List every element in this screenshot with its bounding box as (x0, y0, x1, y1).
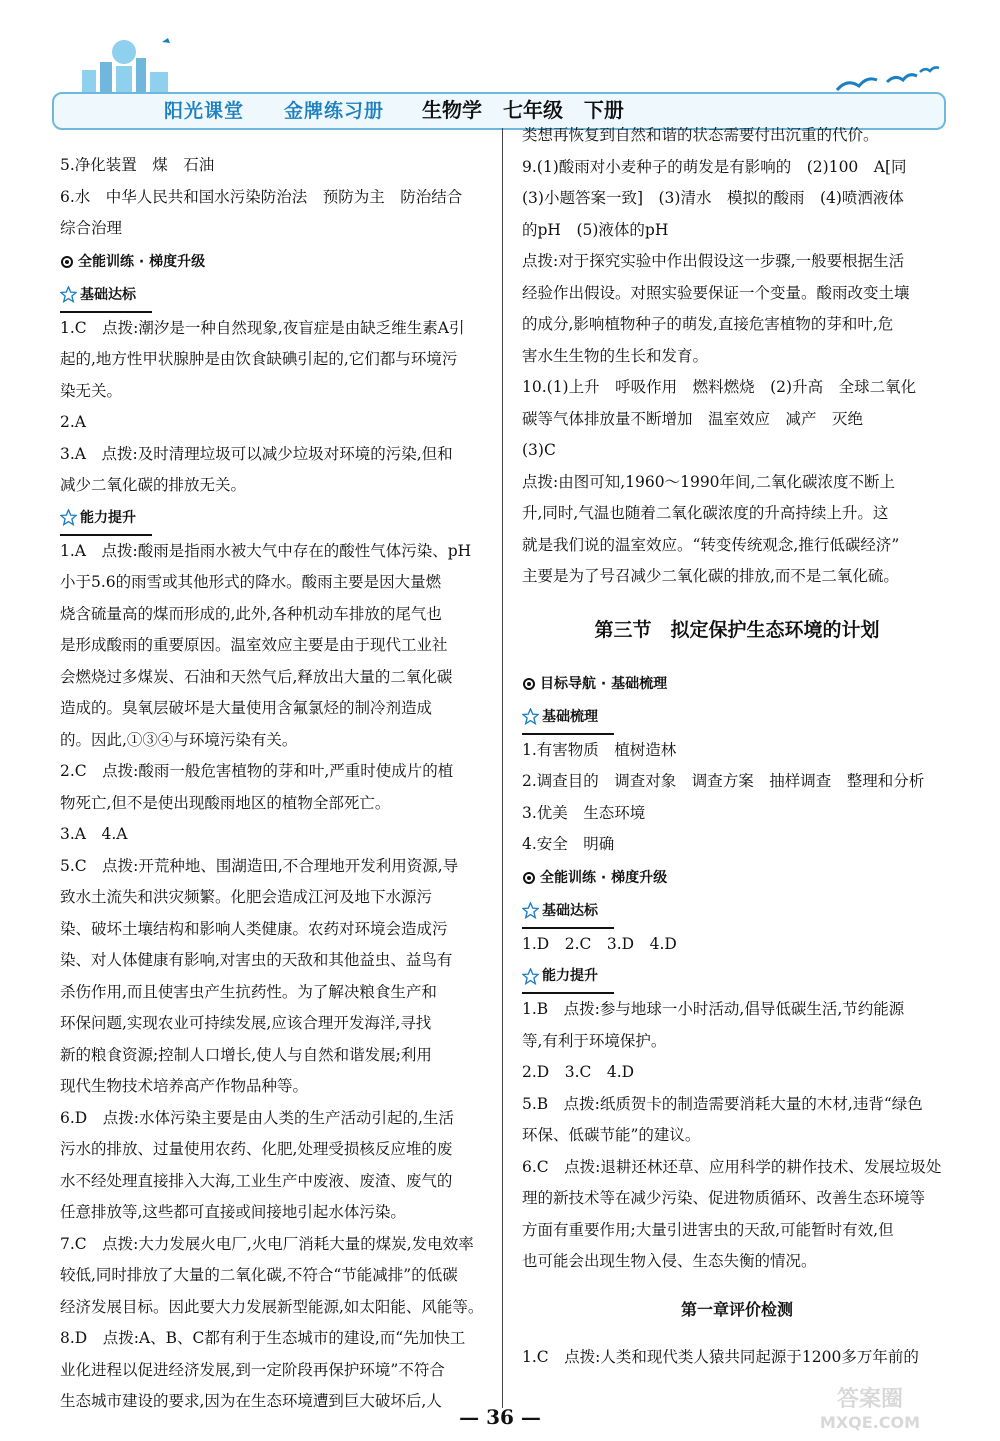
svg-text:MXQE.COM: MXQE.COM (819, 1413, 921, 1432)
answer-line: 的pH (5)液体的pH (522, 220, 669, 239)
answer-line: 烧含硫量高的煤而形成的,此外,各种机动车排放的尾气也 (60, 604, 442, 623)
gear-icon (522, 871, 536, 885)
answer-line: 点拨:由图可知,1960～1990年间,二氧化碳浓度不断上 (522, 472, 895, 491)
chapter-title: 第三节 拟定保护生态环境的计划 (594, 618, 880, 641)
answer-line: 染无关。 (60, 381, 123, 400)
answer-line: 5.B 点拨:纸质贺卡的制造需要消耗大量的木材,违背“绿色 (522, 1094, 923, 1113)
answer-line: 1.A 点拨:酸雨是指雨水被大气中存在的酸性气体污染、pH (60, 541, 472, 560)
answer-line: 现代生物技术培养高产作物品种等。 (60, 1077, 309, 1095)
answer-line: 经济发展目标。因此要大力发展新型能源,如太阳能、风能等。 (60, 1297, 484, 1316)
answer-line: 2.A (60, 413, 86, 431)
answer-line: 经验作出假设。对照实验要保证一个变量。酸雨改变土壤 (522, 283, 910, 302)
gear-icon (60, 255, 74, 269)
city-skyline-icon (62, 30, 192, 100)
answer-line: 1.有害物质 植树造林 (522, 740, 677, 759)
answer-line: 水不经处理直接排入大海,工业生产中废液、废渣、废气的 (60, 1171, 453, 1190)
column-divider (502, 128, 503, 1408)
answer-line: 1.C 点拨:人类和现代类人猿共同起源于1200多万年前的 (522, 1347, 919, 1366)
answer-line: (3)小题答案一致] (3)清水 模拟的酸雨 (4)喷洒液体 (522, 189, 904, 207)
answer-line: 方面有重要作用;大量引进害虫的天敌,可能暂时有效,但 (522, 1220, 894, 1239)
left-column (60, 150, 490, 1418)
answer-line: 理的新技术等在减少污染、促进物质循环、改善生态环境等 (522, 1189, 926, 1207)
subject-title: 生物学 七年级 下册 (422, 98, 624, 122)
answer-line: 1.D 2.C 3.D 4.D (522, 934, 677, 953)
answer-line: 业化进程以促进经济发展,到一定阶段再保护环境”不符合 (60, 1360, 445, 1379)
answer-line: 点拨:对于探究实验中作出假设这一步骤,一般要根据生活 (522, 252, 905, 270)
answer-line: 5.净化装置 煤 石油 (60, 156, 215, 174)
subsection-heading: 基础梳理 (522, 701, 952, 735)
brand-name: 阳光课堂 (164, 100, 245, 122)
answer-line: 环保、低碳节能”的建议。 (522, 1126, 701, 1144)
section-heading: 全能训练 · 梯度升级 (522, 861, 952, 895)
answer-line: 1.B 点拨:参与地球一小时活动,倡导低碳生活,节约能源 (522, 1000, 905, 1018)
gear-icon (522, 677, 536, 691)
answer-line: 碳等气体排放量不断增加 温室效应 减产 灭绝 (522, 409, 864, 428)
answer-line: 起的,地方性甲状腺肿是由饮食缺碘引起的,它们都与环境污 (60, 350, 458, 368)
watermark-logo (775, 1382, 965, 1434)
answer-line: 染、对人体健康有影响,对害虫的天敌和其他益虫、益鸟有 (60, 951, 453, 969)
star-icon (60, 286, 77, 303)
answer-line: 1.C 点拨:潮汐是一种自然现象,夜盲症是由缺乏维生素A引 (60, 318, 465, 337)
brand-series: 金牌练习册 (284, 100, 385, 122)
answer-line: 减少二氧化碳的排放无关。 (60, 476, 247, 494)
answer-line: 污水的排放、过量使用农药、化肥,处理受损核反应堆的废 (60, 1140, 453, 1158)
answer-line: 升,同时,气温也随着二氧化碳浓度的升高持续上升。这 (522, 504, 889, 522)
answer-line: 3.优美 生态环境 (522, 803, 646, 822)
star-icon (522, 708, 539, 725)
subsection-heading: 基础达标 (60, 279, 490, 313)
answer-line: 6.水 中华人民共和国水污染防治法 预防为主 防治结合 (60, 187, 463, 206)
star-icon (60, 509, 77, 526)
answer-line: 7.C 点拨:大力发展火电厂,火电厂消耗大量的煤炭,发电效率 (60, 1234, 474, 1253)
answer-line: 造成的。臭氧层破坏是大量使用含氟氯烃的制冷剂造成 (60, 699, 433, 717)
birds-icon (832, 60, 942, 100)
answer-line: 较低,同时排放了大量的二氧化碳,不符合“节能减排”的低碳 (60, 1266, 458, 1284)
subsection-heading: 能力提升 (60, 502, 490, 536)
answer-line: 5.C 点拨:开荒种地、围湖造田,不合理地开发利用资源,导 (60, 856, 459, 875)
answer-line: 4.安全 明确 (522, 835, 615, 853)
answer-line: 2.调查目的 调查对象 调查方案 抽样调查 整理和分析 (522, 772, 925, 790)
answer-line: 致水土流失和洪灾频繁。化肥会造成江河及地下水源污 (60, 888, 433, 906)
answer-line: 综合治理 (60, 219, 123, 237)
answer-line: 10.(1)上升 呼吸作用 燃料燃烧 (2)升高 全球二氧化 (522, 378, 917, 396)
page-number: — 36 — (459, 1405, 541, 1429)
answer-line: 9.(1)酸雨对小麦种子的萌发是有影响的 (2)100 A[同 (522, 157, 907, 176)
answer-line: 主要是为了号召减少二氧化碳的排放,而不是二氧化硫。 (522, 567, 899, 585)
answer-line: 害水生生物的生长和发育。 (522, 346, 709, 365)
answer-line: 2.C 点拨:酸雨一般危害植物的芽和叶,严重时使成片的植 (60, 762, 454, 780)
page-header (52, 30, 942, 120)
section-heading: 目标导航 · 基础梳理 (522, 667, 952, 701)
answer-line: 染、破坏土壤结构和影响人类健康。农药对环境会造成污 (60, 919, 448, 938)
answer-line: 物死亡,但不是使出现酸雨地区的植物全部死亡。 (60, 793, 391, 812)
answer-line: 也可能会出现生物入侵、生态失衡的情况。 (522, 1252, 817, 1270)
answer-line: (3)C (522, 441, 556, 459)
answer-line: 的成分,影响植物种子的萌发,直接危害植物的芽和叶,危 (522, 315, 894, 333)
answer-line: 2.D 3.C 4.D (522, 1063, 635, 1081)
answer-line: 环保问题,实现农业可持续发展,应该合理开发海洋,寻找 (60, 1014, 432, 1032)
answer-line: 6.D 点拨:水体污染主要是由人类的生产活动引起的,生活 (60, 1108, 454, 1127)
answer-line: 任意排放等,这些都可直接或间接地引起水体污染。 (60, 1203, 406, 1221)
answer-line: 3.A 点拨:及时清理垃圾可以减少垃圾对环境的污染,但和 (60, 444, 453, 463)
subsection-heading: 能力提升 (522, 960, 952, 994)
answer-line: 杀伤作用,而且使害虫产生抗药性。为了解决粮食生产和 (60, 982, 437, 1001)
answer-line: 等,有利于环境保护。 (522, 1031, 667, 1050)
answer-line: 新的粮食资源;控制人口增长,使人与自然和谐发展;利用 (60, 1045, 432, 1064)
section-heading: 全能训练 · 梯度升级 (60, 245, 490, 279)
answer-line: 的。因此,①③④与环境污染有关。 (60, 730, 298, 749)
star-icon (522, 968, 539, 985)
answer-line: 是形成酸雨的重要原因。温室效应主要是由于现代工业社 (60, 636, 448, 654)
answer-line: 3.A 4.A (60, 825, 128, 843)
answer-line: 类想再恢复到自然和谐的状态需要付出沉重的代价。 (522, 126, 879, 144)
answer-line: 6.C 点拨:退耕还林还草、应用科学的耕作技术、发展垃圾处 (522, 1157, 942, 1176)
answer-line: 小于5.6的雨雪或其他形式的降水。酸雨主要是因大量燃 (60, 573, 442, 591)
answer-line: 就是我们说的温室效应。“转变传统观念,推行低碳经济” (522, 535, 900, 554)
answer-line: 生态城市建设的要求,因为在生态环境遭到巨大破坏后,人 (60, 1392, 442, 1410)
star-icon (522, 902, 539, 919)
answer-line: 8.D 点拨:A、B、C都有利于生态城市的建设,而“先加快工 (60, 1329, 466, 1347)
subsection-heading: 基础达标 (522, 895, 952, 929)
answer-line: 会燃烧过多煤炭、石油和天然气后,释放出大量的二氧化碳 (60, 667, 453, 686)
right-column (522, 120, 952, 1373)
svg-text:答案圈: 答案圈 (836, 1387, 904, 1412)
chapter-title: 第一章评价检测 (680, 1299, 793, 1319)
